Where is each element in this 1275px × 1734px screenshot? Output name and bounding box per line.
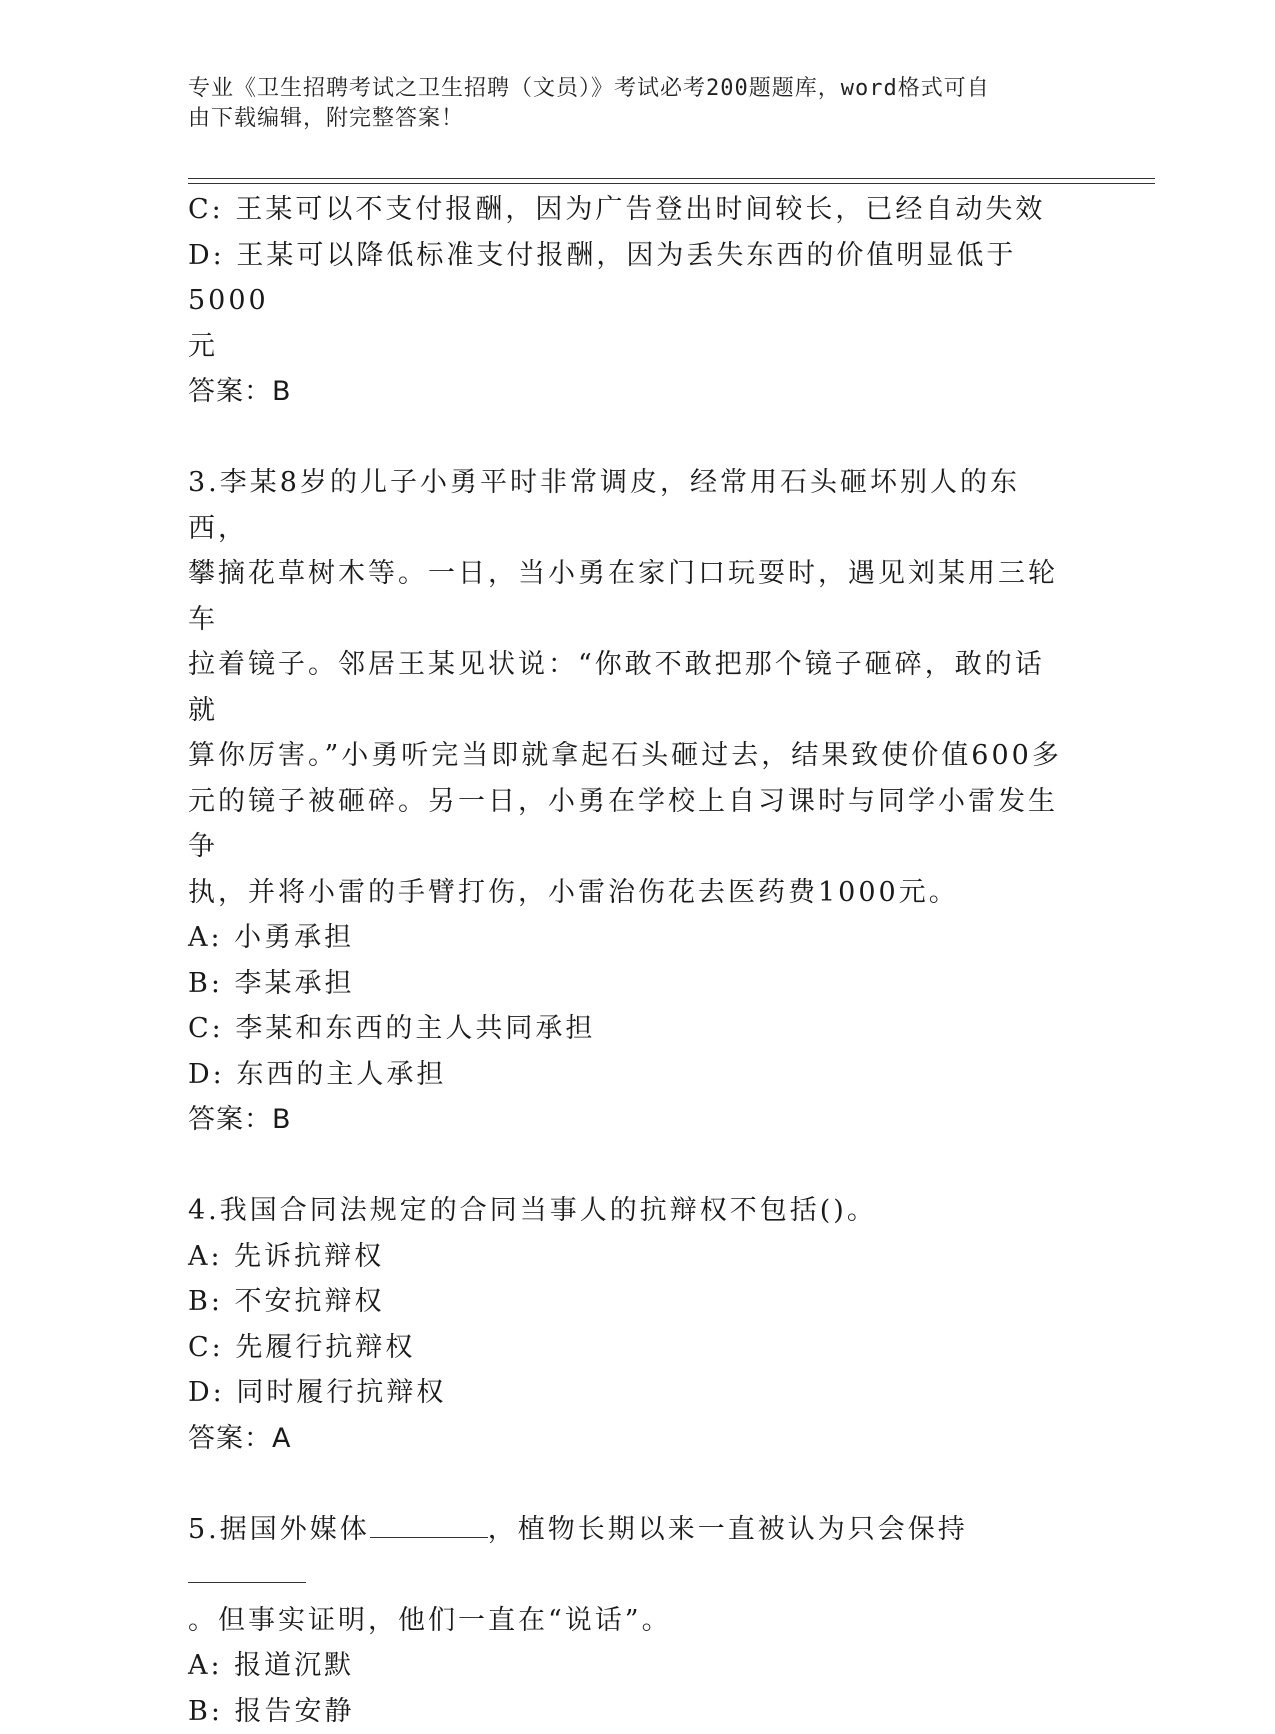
q4-stem: 4.我国合同法规定的合同当事人的抗辩权不包括()。 [188, 1188, 1068, 1234]
q3-answer: 答案：B [188, 1097, 1068, 1143]
fill-in-blank [370, 1511, 488, 1538]
q2-option-c: C: 王某可以不支付报酬，因为广告登出时间较长，已经自动失效 [188, 187, 1068, 233]
header-divider-top [188, 178, 1155, 179]
q2-answer: 答案：B [188, 369, 1068, 415]
q5-option-b: B: 报告安静 [188, 1689, 1068, 1734]
q2-option-d: D: 王某可以降低标准支付报酬，因为丢失东西的价值明显低于5000 [188, 233, 1068, 324]
q3-option-b: B: 李某承担 [188, 961, 1068, 1007]
q4-answer: 答案：A [188, 1416, 1068, 1462]
q3-option-c: C: 李某和东西的主人共同承担 [188, 1006, 1068, 1052]
q3-stem-line: 算你厉害。”小勇听完当即就拿起石头砸过去，结果致使价值600多 [188, 733, 1068, 779]
q3-stem-line: 执，并将小雷的手臂打伤，小雷治伤花去医药费1000元。 [188, 870, 1068, 916]
header-line-2: 由下载编辑，附完整答案！ [188, 104, 1068, 134]
q3-option-a: A: 小勇承担 [188, 915, 1068, 961]
fill-in-blank [188, 1556, 306, 1583]
q3-option-d: D: 东西的主人承担 [188, 1052, 1068, 1098]
document-header [188, 74, 1068, 134]
header-line-1: 专业《卫生招聘考试之卫生招聘（文员）》考试必考200题题库，word格式可自 [188, 74, 1068, 104]
q5-stem-part-1: 5.据国外媒体 [188, 1514, 370, 1545]
q4-option-a: A: 先诉抗辩权 [188, 1234, 1068, 1280]
q4-option-c: C: 先履行抗辩权 [188, 1325, 1068, 1371]
q5-stem-part-2: ，植物长期以来一直被认为只会保持 [488, 1514, 968, 1545]
document-body [188, 187, 1068, 1734]
q3-stem-line: 攀摘花草树木等。一日，当小勇在家门口玩耍时，遇见刘某用三轮车 [188, 551, 1068, 642]
q4-option-d: D: 同时履行抗辩权 [188, 1370, 1068, 1416]
header-divider-bottom [188, 183, 1155, 184]
q3-stem-line: 拉着镜子。邻居王某见状说：“你敢不敢把那个镜子砸碎，敢的话就 [188, 642, 1068, 733]
spacer [188, 415, 1068, 461]
q2-option-d-cont: 元 [188, 324, 1068, 370]
q5-option-a: A: 报道沉默 [188, 1643, 1068, 1689]
spacer [188, 1461, 1068, 1507]
spacer [188, 1143, 1068, 1189]
q5-stem-line-2: 。但事实证明，他们一直在“说话”。 [188, 1598, 1068, 1644]
q4-option-b: B: 不安抗辩权 [188, 1279, 1068, 1325]
q5-stem-line-1 [188, 1507, 1068, 1598]
q3-stem-line: 元的镜子被砸碎。另一日，小勇在学校上自习课时与同学小雷发生争 [188, 779, 1068, 870]
q3-stem-line: 3.李某8岁的儿子小勇平时非常调皮，经常用石头砸坏别人的东西， [188, 460, 1068, 551]
